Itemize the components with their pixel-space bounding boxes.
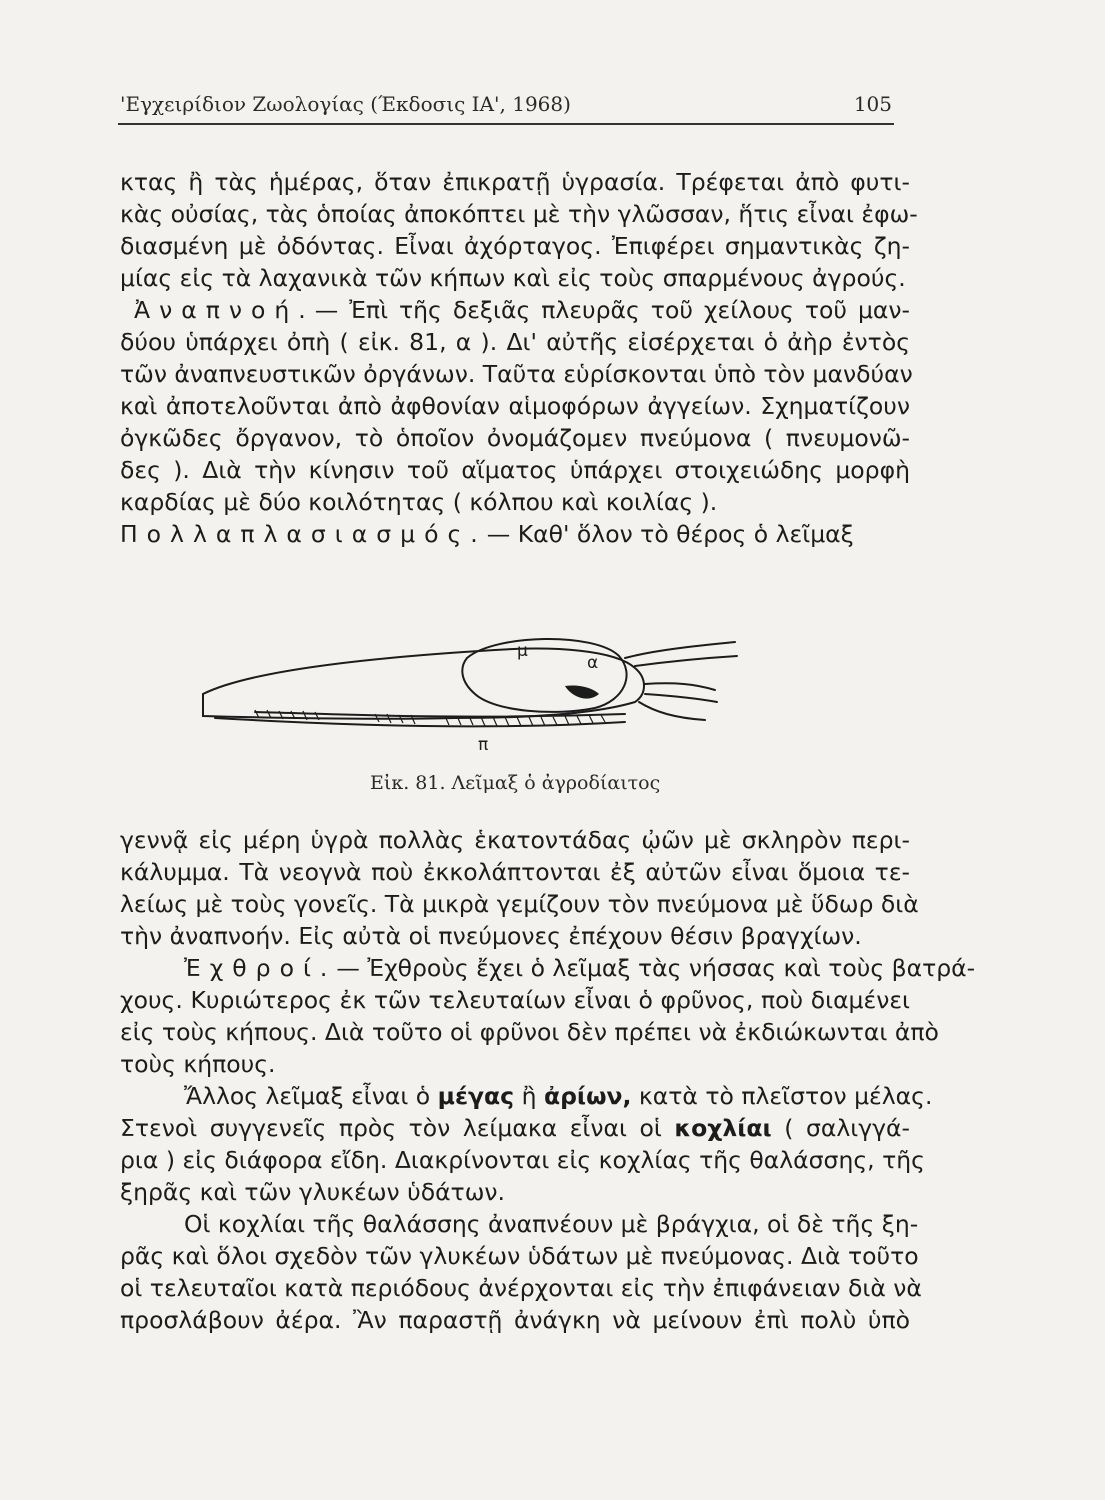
running-title: 'Εγχειρίδιον Ζωολογίας (Έκδοσις ΙΑ', 1968)	[120, 92, 571, 116]
text-fragment: ( σαλιγγά-	[771, 1114, 910, 1142]
text-line: καὶ ἀποτελοῦνται ἀπὸ ἀφθονίαν αἱμοφόρων ἀγγείων. Σχηματίζουν	[120, 392, 910, 420]
text-fragment: Ἄλλος λεῖμαξ εἶναι ὁ	[184, 1082, 438, 1110]
text-fragment: ἢ	[514, 1082, 544, 1110]
label-alpha: α	[587, 653, 599, 673]
text-line: τῶν ἀναπνευστικῶν ὀργάνων. Ταῦτα εὑρίσκονται ὑπὸ τὸν μανδύαν	[120, 360, 913, 388]
text-line	[120, 1112, 910, 1144]
label-mu: μ	[517, 641, 528, 661]
text-line: κάλυμμα. Τὰ νεογνὰ ποὺ ἐκκολάπτονται ἐξ αὐτῶν εἶναι ὅμοια τε-	[120, 858, 910, 886]
text-line: λείως μὲ τοὺς γονεῖς. Τὰ μικρὰ γεμίζουν τὸν πνεύμονα μὲ ὕδωρ διὰ	[120, 890, 919, 918]
term-kochliai: κοχλίαι	[674, 1114, 772, 1142]
text-line	[120, 294, 910, 326]
text-line	[120, 952, 976, 984]
text-line: καρδίας μὲ δύο κοιλότητας ( κόλπου καὶ κοιλίας ).	[120, 488, 718, 516]
text-fragment: κατὰ τὸ πλεῖστον μέλας.	[631, 1082, 933, 1110]
text-block-top	[120, 166, 918, 550]
text-block-bottom	[120, 824, 976, 1336]
section-heading-pollaplasiasmos: Πολλαπλασιασμός.	[120, 520, 487, 548]
text-fragment: — Καθ' ὅλον τὸ θέρος ὁ λεῖμαξ	[486, 520, 854, 548]
figure-caption: Εἰκ. 81. Λεῖμαξ ὁ ἀγροδίαιτος	[370, 772, 661, 794]
section-heading-echthroi: Ἐχθροί.	[184, 954, 337, 982]
text-fragment: — Ἐπὶ τῆς δεξιᾶς πλευρᾶς τοῦ χείλους τοῦ μαν-	[314, 296, 910, 324]
text-line: ρᾶς καὶ ὅλοι σχεδὸν τῶν γλυκέων ὑδάτων μὲ πνεύμονας. Διὰ τοῦτο	[120, 1242, 919, 1270]
text-line	[120, 1080, 933, 1112]
slug-drawing	[195, 628, 755, 758]
text-line: κὰς οὐσίας, τὰς ὁποίας ἀποκόπτει μὲ τὴν γλῶσσαν, ἥτις εἶναι ἐφω-	[120, 200, 918, 228]
page-number: 105	[853, 92, 892, 116]
label-pi: π	[478, 735, 489, 755]
text-line: ρια ) εἰς διάφορα εἴδη. Διακρίνονται εἰς κοχλίας τῆς θαλάσσης, τῆς	[120, 1146, 925, 1174]
term-megas: μέγας	[437, 1082, 515, 1110]
text-line: χους. Κυριώτερος ἐκ τῶν τελευταίων εἶναι ὁ φρῦνος, ποὺ διαμένει	[120, 986, 910, 1014]
text-line: δες ). Διὰ τὴν κίνησιν τοῦ αἵματος ὑπάρχει στοιχειώδης μορφὴ	[120, 456, 910, 484]
term-arion: ἀρίων,	[543, 1082, 632, 1110]
text-line: κτας ἢ τὰς ἡμέρας, ὅταν ἐπικρατῇ ὑγρασία. Τρέφεται ἀπὸ φυτι-	[120, 168, 910, 196]
text-line: γεννᾷ εἰς μέρη ὑγρὰ πολλὰς ἑκατοντάδας ᾠῶν μὲ σκληρὸν περι-	[120, 826, 910, 854]
figure-slug	[195, 628, 755, 758]
text-line: οἱ τελευταῖοι κατὰ περιόδους ἀνέρχονται εἰς τὴν ἐπιφάνειαν διὰ νὰ	[120, 1274, 922, 1302]
text-line: μίας εἰς τὰ λαχανικὰ τῶν κήπων καὶ εἰς τοὺς σπαρμένους ἀγρούς.	[120, 264, 906, 292]
text-line: τὴν ἀναπνοήν. Εἰς αὐτὰ οἱ πνεύμονες ἐπέχουν θέσιν βραγχίων.	[120, 922, 862, 950]
header-rule	[118, 123, 894, 125]
text-line: Οἱ κοχλίαι τῆς θαλάσσης ἀναπνέουν μὲ βράγχια, οἱ δὲ τῆς ξη-	[184, 1210, 919, 1238]
text-line: τοὺς κήπους.	[120, 1050, 276, 1078]
text-line: διασμένη μὲ ὀδόντας. Εἶναι ἀχόρταγος. Ἐπιφέρει σημαντικὰς ζη-	[120, 232, 910, 260]
text-fragment: — Ἐχθροὺς ἔχει ὁ λεῖμαξ τὰς νήσσας καὶ τοὺς βατρά-	[336, 954, 976, 982]
section-heading-anapnoi: Ἀναπνοή.	[134, 296, 315, 324]
running-head	[120, 92, 892, 122]
text-line: ξηρᾶς καὶ τῶν γλυκέων ὑδάτων.	[120, 1178, 505, 1206]
text-line: προσλάβουν ἀέρα. Ἂν παραστῇ ἀνάγκη νὰ μείνουν ἐπὶ πολὺ ὑπὸ	[120, 1306, 910, 1334]
text-line: ὀγκῶδες ὄργανον, τὸ ὁποῖον ὀνομάζομεν πνεύμονα ( πνευμονῶ-	[120, 424, 910, 452]
text-line: εἰς τοὺς κήπους. Διὰ τοῦτο οἱ φρῦνοι δὲν πρέπει νὰ ἐκδιώκωνται ἀπὸ	[120, 1018, 939, 1046]
text-line	[120, 518, 910, 550]
text-line: δύου ὑπάρχει ὀπὴ ( εἰκ. 81, α ). Δι' αὐτῆς εἰσέρχεται ὁ ἀὴρ ἐντὸς	[120, 328, 910, 356]
text-fragment: Στενοὶ συγγενεῖς πρὸς τὸν λείμακα εἶναι οἱ	[120, 1114, 675, 1142]
